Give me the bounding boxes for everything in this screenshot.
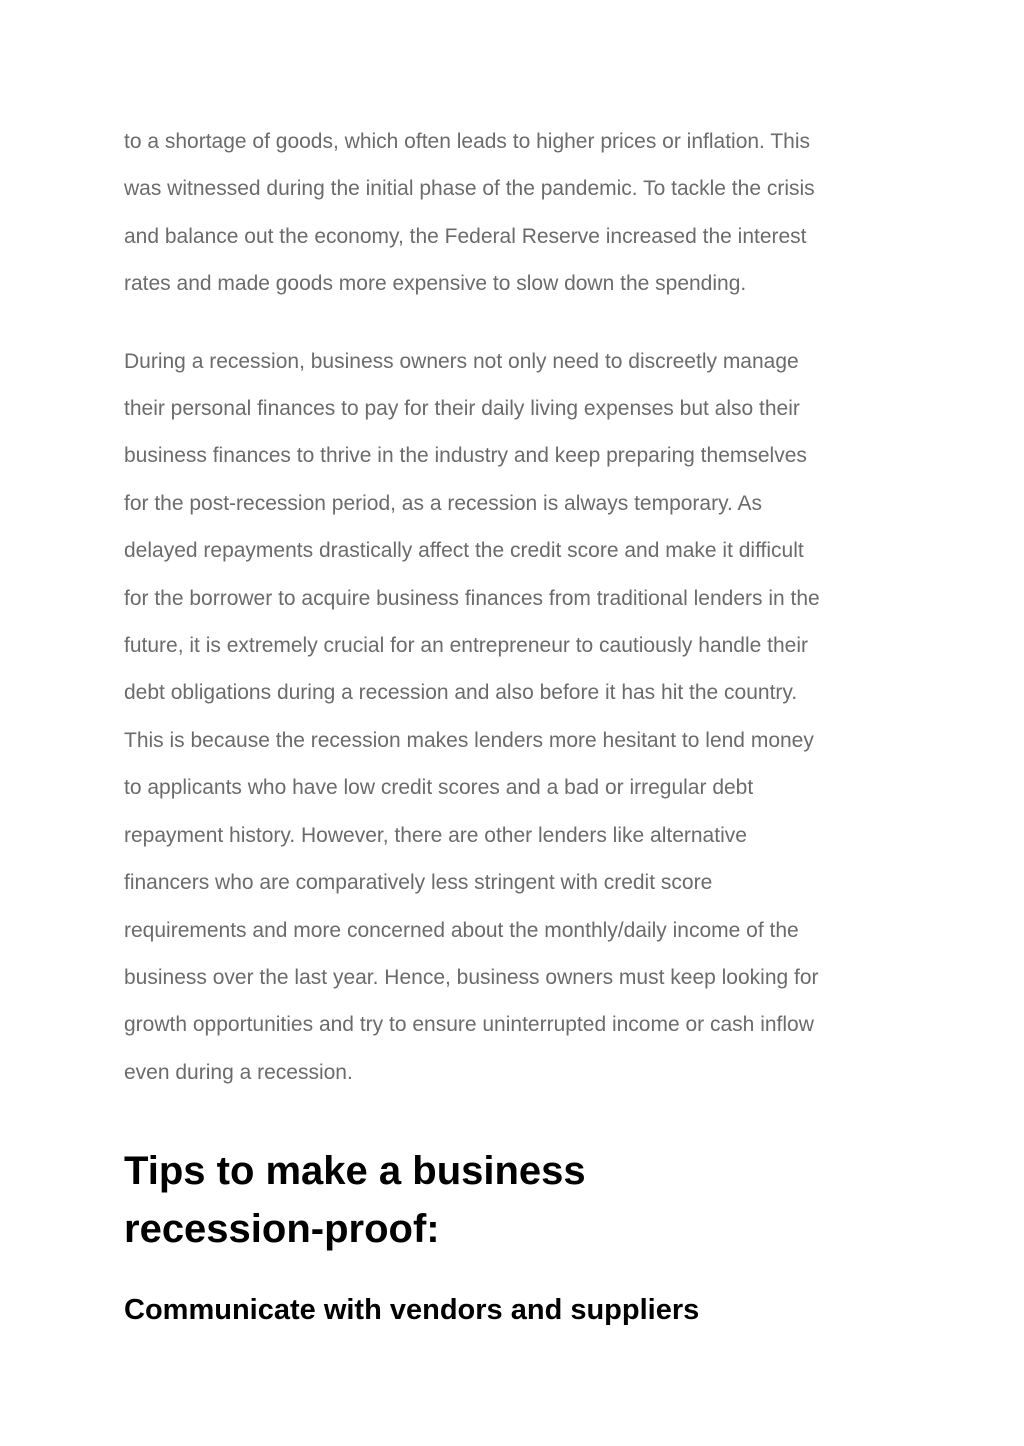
section-heading (124, 1142, 904, 1258)
paragraph-inflation (124, 118, 904, 308)
paragraph-line: future, it is extremely crucial for an entrepreneur to cautiously handle their (124, 634, 809, 658)
paragraph-line: delayed repayments drastically affect the credit score and make it difficult (124, 539, 804, 563)
paragraph-line: to applicants who have low credit scores and a bad or irregular debt (124, 776, 754, 800)
paragraph-line: This is because the recession makes lenders more hesitant to lend money (124, 728, 814, 752)
heading-line: recession-proof: (124, 1207, 440, 1252)
paragraph-line: requirements and more concerned about the monthly/daily income of the (124, 918, 799, 942)
paragraph-line: debt obligations during a recession and also before it has hit the country. (124, 681, 798, 705)
paragraph-line: for the post-recession period, as a recession is always temporary. As (124, 491, 763, 515)
paragraph-line: even during a recession. (124, 1060, 353, 1084)
document-page (124, 118, 904, 1330)
paragraph-line: their personal finances to pay for their daily living expenses but also their (124, 397, 800, 421)
paragraph-line: to a shortage of goods, which often leads to higher prices or inflation. This (124, 130, 811, 153)
paragraph-line: rates and made goods more expensive to slow down the spending. (124, 272, 747, 296)
heading-line: Tips to make a business (124, 1149, 586, 1194)
paragraph-recession-finances (124, 338, 904, 1097)
paragraph-line: and balance out the economy, the Federal Reserve increased the interest (124, 224, 807, 248)
paragraph-line: repayment history. However, there are other lenders like alternative (124, 823, 747, 847)
paragraph-line: financers who are comparatively less stringent with credit score (124, 871, 713, 895)
paragraph-line: During a recession, business owners not only need to discreetly manage (124, 349, 799, 373)
paragraph-line: business finances to thrive in the industry and keep preparing themselves (124, 444, 807, 468)
paragraph-line: growth opportunities and try to ensure uninterrupted income or cash inflow (124, 1013, 814, 1037)
paragraph-line: was witnessed during the initial phase of the pandemic. To tackle the crisis (124, 177, 815, 201)
paragraph-line: business over the last year. Hence, business owners must keep looking for (124, 965, 819, 989)
subsection-heading: Communicate with vendors and suppliers (124, 1294, 700, 1327)
paragraph-line: for the borrower to acquire business finances from traditional lenders in the (124, 586, 820, 610)
